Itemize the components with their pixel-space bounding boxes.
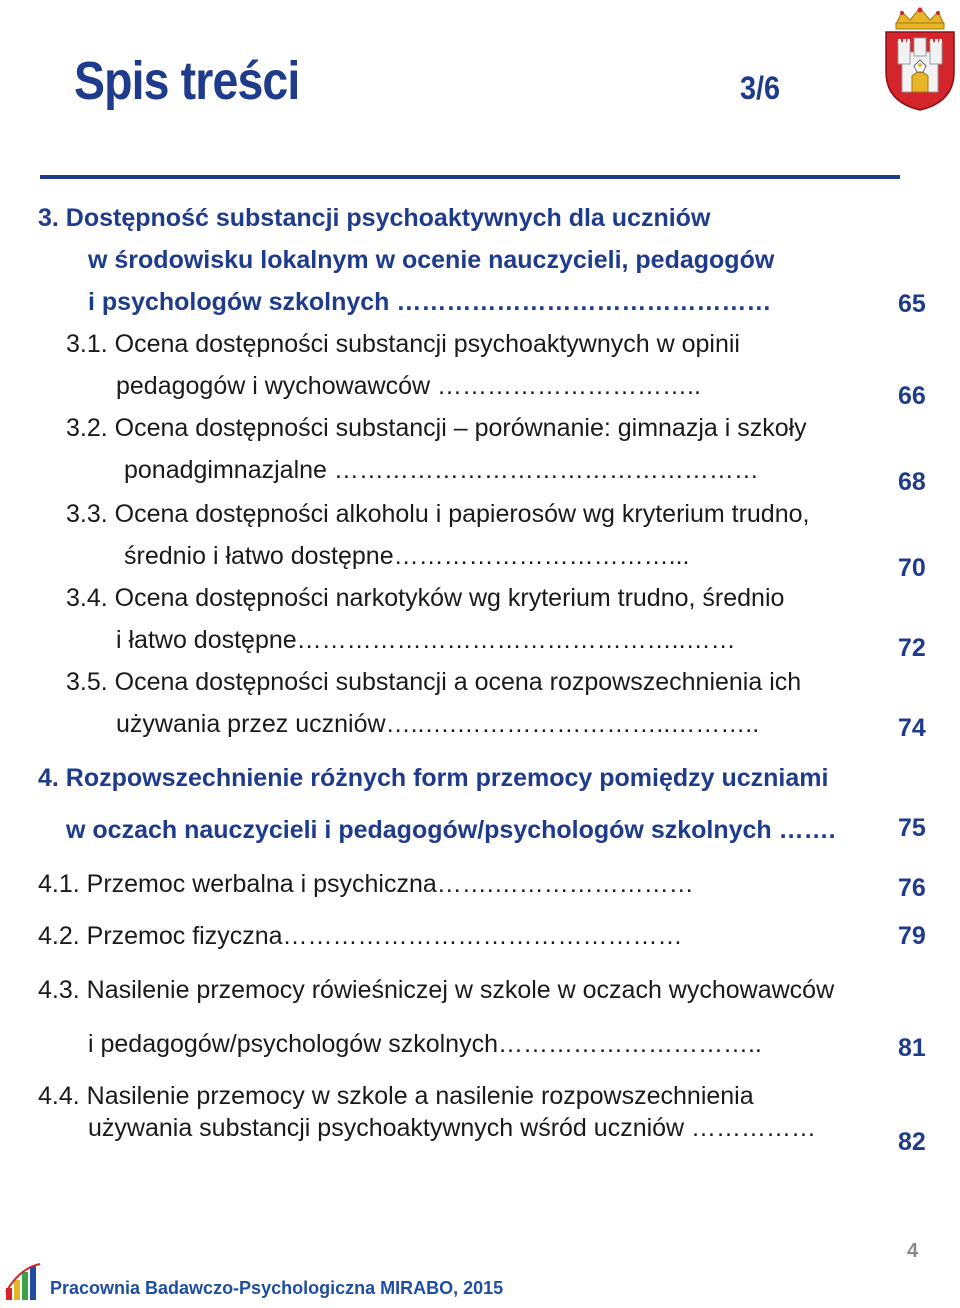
toc-entry-3-5-line-1: 3.5. Ocena dostępności substancji a ocena rozpowszechnienia ich — [66, 668, 802, 696]
toc-entry-3-line-1: 3. Dostępność substancji psychoaktywnych dla uczniów — [38, 204, 711, 232]
toc-entry-3-line-3: i psychologów szkolnych ……………………………………… — [88, 288, 772, 316]
toc-entry-4-3-page: 81 — [898, 1034, 926, 1062]
toc-entry-3-2-line-2: ponadgimnazjalne …………………………………………… — [124, 456, 759, 484]
page-title: Spis treści — [74, 51, 300, 111]
toc-entry-3-line-2: w środowisku lokalnym w ocenie nauczycieli, pedagogów — [88, 246, 775, 274]
toc-entry-3-5-line-2: używania przez uczniów…..….……………………..……….. — [116, 710, 760, 738]
toc-entry-4-3-line-1: 4.3. Nasilenie przemocy rówieśniczej w szkole w oczach wychowawców — [38, 976, 835, 1004]
toc-entry-3-3-page: 70 — [898, 554, 926, 582]
toc-entry-3-4-line-2: i łatwo dostępne………………………………………..…… — [116, 626, 736, 654]
toc-entry-3-5-page: 74 — [898, 714, 926, 742]
toc-entry-4-1-line-1: 4.1. Przemoc werbalna i psychiczna…….…………………… — [38, 870, 694, 898]
toc-entry-4-2-page: 79 — [898, 922, 926, 950]
toc-entry-4-line-2: w oczach nauczycieli i pedagogów/psychologów szkolnych ……. — [66, 816, 836, 844]
toc-entry-3-1-page: 66 — [898, 382, 926, 410]
toc-entry-3-2-line-1: 3.2. Ocena dostępności substancji – porównanie: gimnazja i szkoły — [66, 414, 807, 442]
toc-entry-4-2-line-1: 4.2. Przemoc fizyczna………………………………………… — [38, 922, 683, 950]
toc-entry-3-1-line-1: 3.1. Ocena dostępności substancji psychoaktywnych w opinii — [66, 330, 740, 358]
title-divider — [40, 175, 900, 179]
toc-entry-3-page: 65 — [898, 290, 926, 318]
toc-entry-4-1-page: 76 — [898, 874, 926, 902]
page-counter: 3/6 — [740, 70, 781, 106]
bar-chart-logo-icon — [4, 1262, 42, 1302]
toc-entry-3-3-line-2: średnio i łatwo dostępne……………………………... — [124, 542, 690, 570]
toc-entry-3-4-line-1: 3.4. Ocena dostępności narkotyków wg kryterium trudno, średnio — [66, 584, 785, 612]
footer-page-number: 4 — [907, 1240, 919, 1262]
krakow-coat-of-arms-icon — [882, 6, 958, 112]
toc-entry-4-page: 75 — [898, 814, 926, 842]
toc-entry-3-2-page: 68 — [898, 468, 926, 496]
footer-organization: Pracownia Badawczo-Psychologiczna MIRABO, 2015 — [50, 1278, 504, 1298]
toc-entry-3-1-line-2: pedagogów i wychowawców ………………………….. — [116, 372, 701, 400]
toc-entry-4-line-1: 4. Rozpowszechnienie różnych form przemocy pomiędzy uczniami — [38, 764, 829, 792]
toc-entry-3-4-page: 72 — [898, 634, 926, 662]
toc-entry-4-4-page: 82 — [898, 1128, 926, 1156]
toc-entry-4-3-line-2: i pedagogów/psychologów szkolnych………………………….. — [88, 1030, 762, 1058]
toc-entry-3-3-line-1: 3.3. Ocena dostępności alkoholu i papierosów wg kryterium trudno, — [66, 500, 810, 528]
toc-entry-4-4-line-2: używania substancji psychoaktywnych wśród uczniów …………… — [88, 1114, 817, 1142]
toc-entry-4-4-line-1: 4.4. Nasilenie przemocy w szkole a nasilenie rozpowszechnienia — [38, 1082, 754, 1110]
